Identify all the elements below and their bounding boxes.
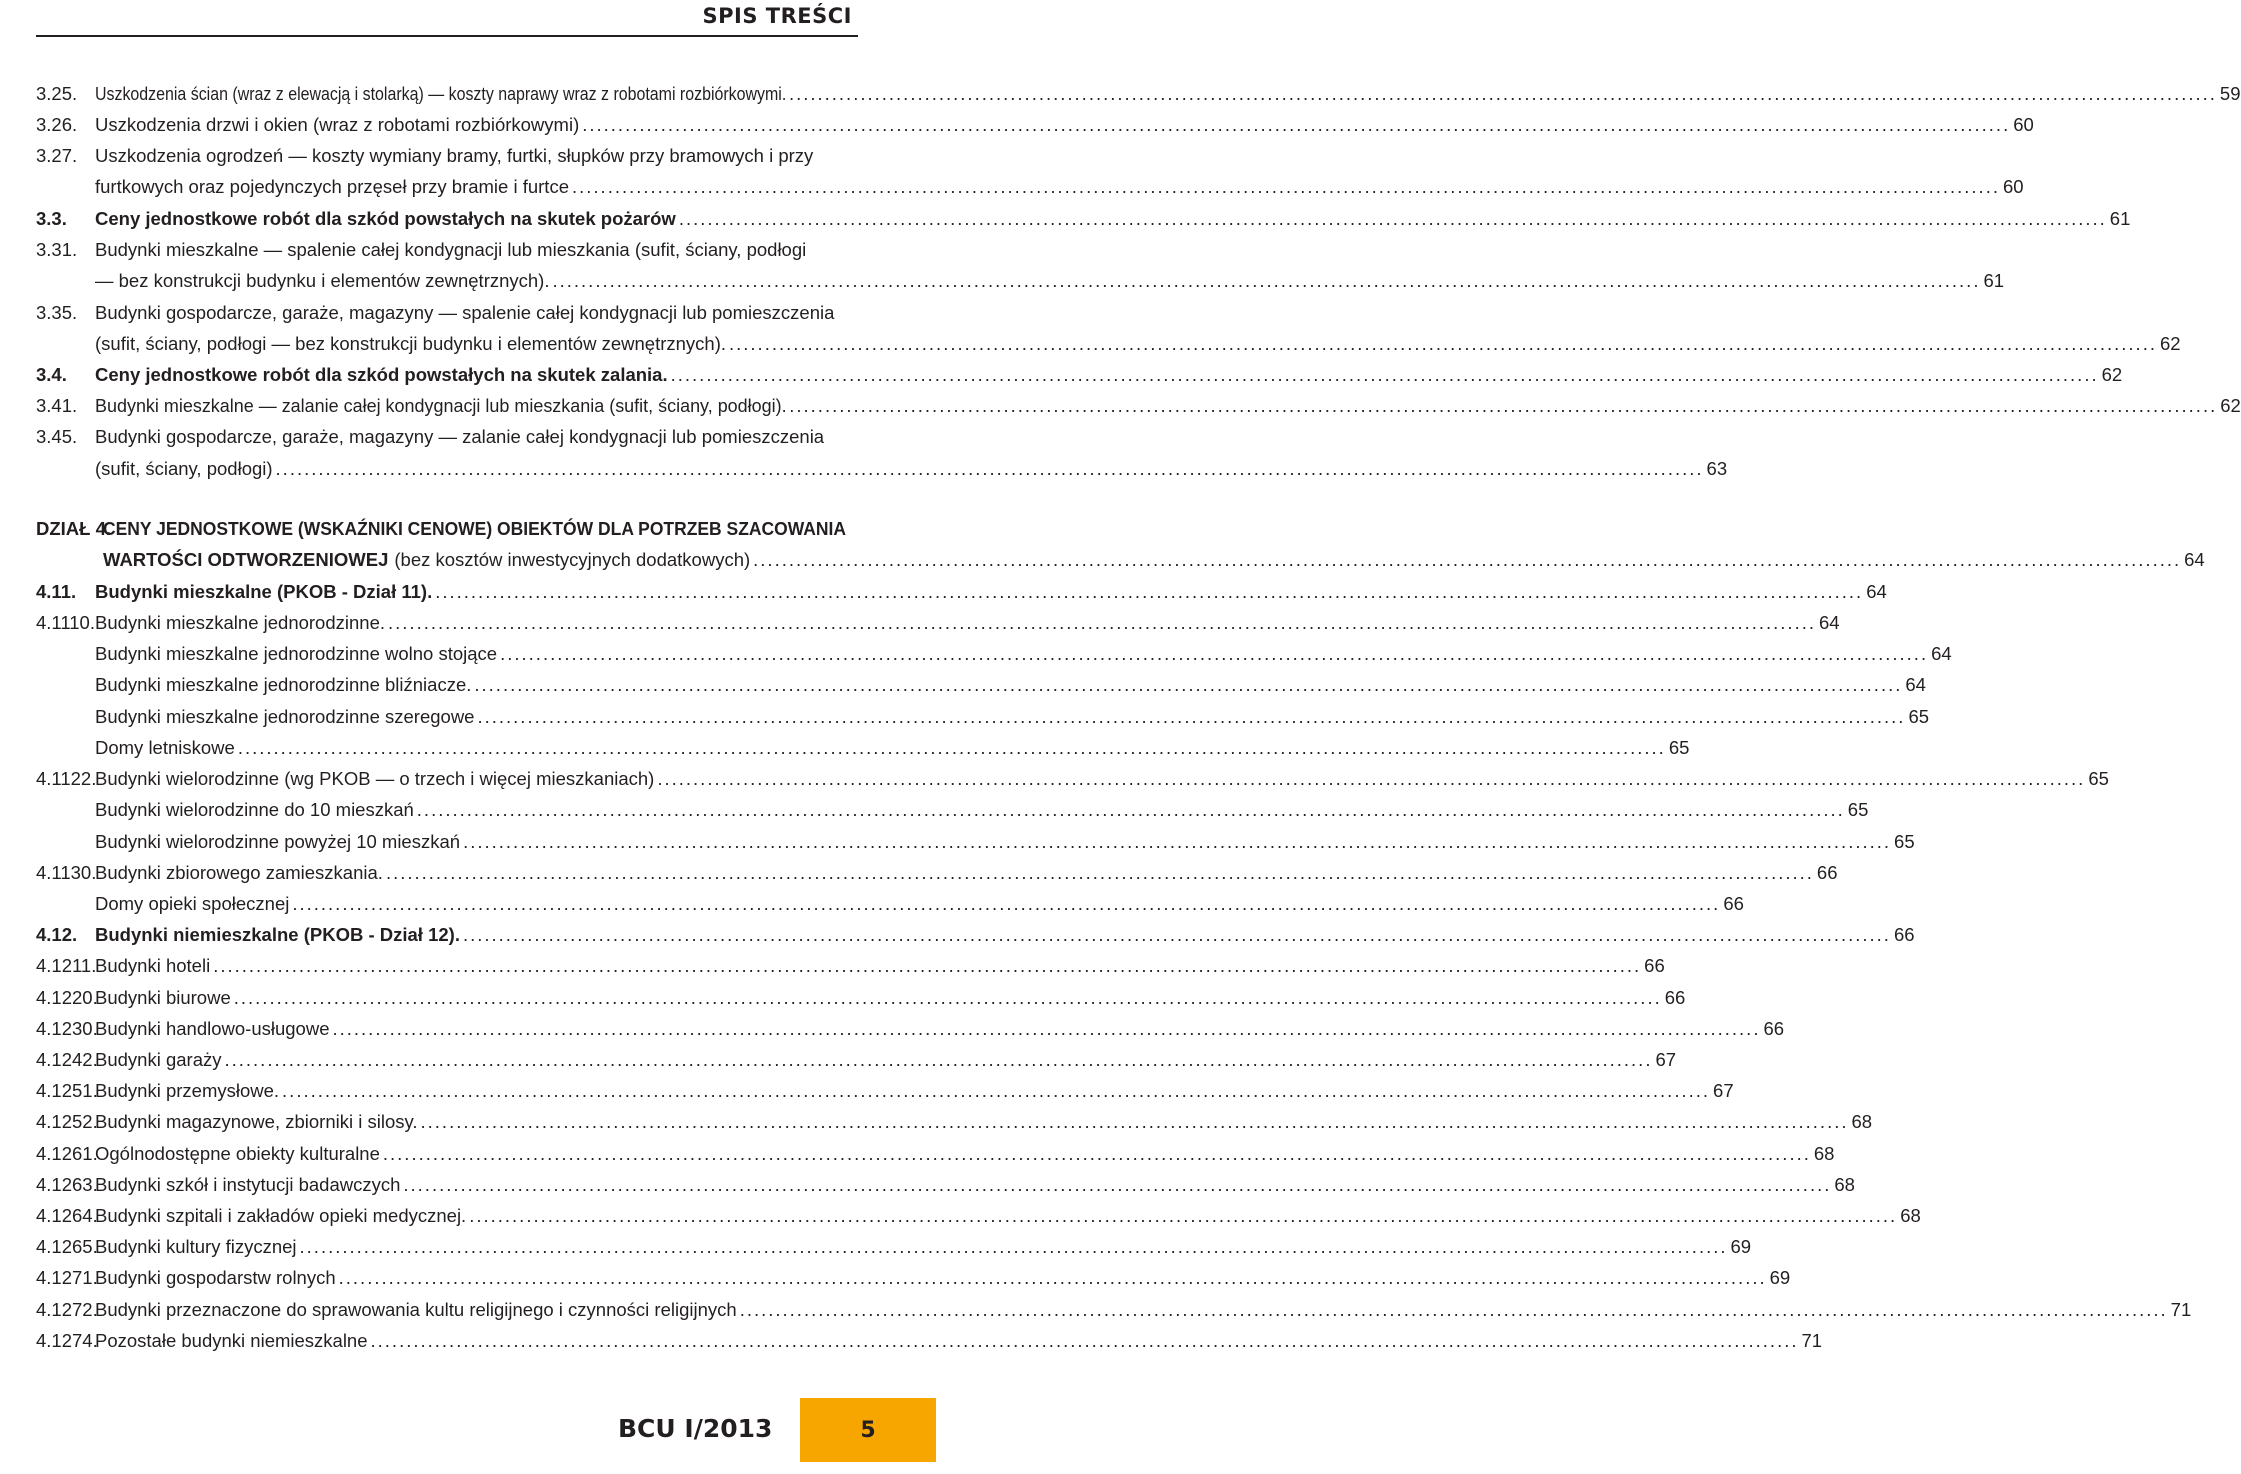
toc-entry-page: 68 (1900, 1205, 1921, 1226)
toc-entry[interactable] (0, 203, 2131, 231)
toc-entry-number: 3.3. (36, 208, 67, 229)
toc-entry-number: 4.1263. (36, 1174, 98, 1195)
toc-entry-title: Budynki szkół i instytucji badawczych (95, 1174, 401, 1195)
toc-entry-title: Uszkodzenia ścian (wraz z elewacją i stolarką) — koszty naprawy wraz z robotami rozbiórkowymi. (95, 83, 787, 104)
toc-entry-page: 66 (1816, 862, 1838, 883)
dot-leader: ........................................................................................................................................................................................................ (388, 612, 1816, 633)
toc-entry-page: 65 (1908, 706, 1930, 727)
dot-leader: ........................................................................................................................................................................................................ (582, 114, 2011, 135)
toc-entry-title: Uszkodzenia drzwi i okien (wraz z robotami rozbiórkowymi) (95, 114, 580, 135)
toc-entry[interactable] (0, 576, 1887, 604)
toc-entry[interactable] (0, 513, 846, 541)
toc-entry-title: Pozostałe budynki niemieszkalne (95, 1330, 368, 1351)
toc-entry-number: 3.41. (36, 395, 78, 416)
toc-entry-title: Budynki przemysłowe. (95, 1080, 280, 1101)
toc-entry-page: 64 (1866, 581, 1887, 602)
toc-entry-page: 66 (1763, 1018, 1785, 1039)
toc-entry-number: 4.1264. (36, 1205, 98, 1226)
dot-leader: ........................................................................................................................................................................................................ (370, 1330, 1799, 1351)
page-number-box (800, 1398, 936, 1462)
dot-leader: ........................................................................................................................................................................................................ (500, 643, 1929, 664)
toc-entry[interactable] (0, 638, 1952, 666)
toc-entry-number: 4.1272. (36, 1299, 98, 1320)
toc-entry-page: 66 (1664, 987, 1686, 1008)
dot-leader: ........................................................................................................................................................................................................ (739, 1299, 2168, 1320)
toc-entry-number: 4.1242. (36, 1049, 98, 1070)
toc-entry-title: Budynki mieszkalne jednorodzinne wolno stojące (95, 643, 498, 664)
toc-entry[interactable] (0, 359, 2123, 387)
toc-entry[interactable] (0, 1325, 1823, 1353)
toc-entry[interactable] (0, 234, 846, 262)
dot-leader: ........................................................................................................................................................................................................ (657, 768, 2086, 789)
toc-entry-subtitle: (bez kosztów inwestycyjnych dodatkowych) (394, 549, 751, 570)
toc-entry-page: 65 (2088, 768, 2109, 789)
dot-leader: ........................................................................................................................................................................................................ (477, 706, 1906, 727)
dot-leader: ........................................................................................................................................................................................................ (338, 1267, 1767, 1288)
publication-title: BCU I/2013 (618, 1414, 773, 1443)
dot-leader: ........................................................................................................................................................................................................ (462, 924, 1891, 945)
toc-entry-title: Budynki mieszkalne jednorodzinne szeregowe (95, 706, 475, 727)
toc-entry-title: Budynki hoteli (95, 955, 211, 976)
toc-entry-page: 62 (2101, 364, 2123, 385)
toc-entry-title: (sufit, ściany, podłogi — bez konstrukcji budynku i elementów zewnętrznych). (95, 333, 726, 354)
toc-entry[interactable] (0, 950, 1665, 978)
toc-entry-title: Budynki szpitali i zakładów opieki medycznej. (95, 1205, 467, 1226)
toc-entry-title: (sufit, ściany, podłogi) (95, 458, 273, 479)
dot-leader: ........................................................................................................................................................................................................ (275, 458, 1704, 479)
toc-entry[interactable] (0, 1138, 1835, 1166)
toc-entry-title: Ceny jednostkowe robót dla szkód powstałych na skutek pożarów (95, 208, 676, 229)
toc-entry[interactable] (0, 763, 2109, 791)
toc-entry-page: 59 (2219, 83, 2241, 104)
toc-entry-title: — bez konstrukcji budynku i elementów zewnętrznych). (95, 270, 550, 291)
toc-entry[interactable] (0, 171, 2024, 199)
toc-entry-page: 66 (1644, 955, 1665, 976)
toc-entry-title: Budynki wielorodzinne (wg PKOB — o trzech i więcej mieszkaniach) (95, 768, 655, 789)
toc-entry-number: 3.4. (36, 364, 67, 385)
toc-entry-number: 3.27. (36, 145, 78, 166)
toc-entry-page: 64 (1931, 643, 1952, 664)
toc-entry[interactable] (0, 390, 2241, 418)
toc-entry-page: 68 (1851, 1111, 1873, 1132)
toc-entry-number: 4.1211. (36, 955, 97, 976)
toc-entry-page: 66 (1723, 893, 1744, 914)
dot-leader: ........................................................................................................................................................................................................ (670, 364, 2099, 385)
toc-entry[interactable] (0, 857, 1838, 885)
toc-entry[interactable] (0, 1075, 1734, 1103)
toc-entry-title: Budynki zbiorowego zamieszkania. (95, 862, 383, 883)
toc-entry[interactable] (0, 109, 2034, 137)
toc-entry[interactable] (0, 607, 1840, 635)
toc-entry-title: Budynki mieszkalne jednorodzinne. (95, 612, 386, 633)
toc-entry-page: 60 (2013, 114, 2034, 135)
toc-entry-number: 4.1252. (36, 1111, 98, 1132)
dot-leader: ........................................................................................................................................................................................................ (213, 955, 1642, 976)
dot-leader: ........................................................................................................................................................................................................ (420, 1111, 1849, 1132)
toc-entry-number: 4.1265. (36, 1236, 98, 1257)
dot-leader: ........................................................................................................................................................................................................ (552, 270, 1981, 291)
toc-entry[interactable] (0, 140, 846, 168)
toc-entry[interactable] (0, 1200, 1921, 1228)
toc-entry-title: Budynki wielorodzinne do 10 mieszkań (95, 799, 414, 820)
dot-leader: ........................................................................................................................................................................................................ (463, 831, 1892, 852)
toc-entry-page: 64 (2184, 549, 2205, 570)
dot-leader: ........................................................................................................................................................................................................ (237, 737, 1666, 758)
toc-entry-page: 64 (1819, 612, 1840, 633)
toc-entry[interactable] (0, 1294, 2192, 1322)
toc-entry-title: Budynki kultury fizycznej (95, 1236, 297, 1257)
toc-entry-title: Ceny jednostkowe robót dla szkód powstałych na skutek zalania. (95, 364, 668, 385)
toc-entry-page: 65 (1668, 737, 1690, 758)
toc-entry-number: 4.1110. (36, 612, 95, 633)
toc-entry-title: Ogólnodostępne obiekty kulturalne (95, 1143, 380, 1164)
toc-entry-page: 68 (1813, 1143, 1835, 1164)
page-number: 5 (860, 1417, 876, 1443)
dot-leader: ........................................................................................................................................................................................................ (678, 208, 2107, 229)
toc-entry-title: Budynki magazynowe, zbiorniki i silosy. (95, 1111, 418, 1132)
toc-entry-title: Budynki wielorodzinne powyżej 10 mieszkań (95, 831, 461, 852)
toc-entry-page: 61 (2109, 208, 2131, 229)
toc-entry-number: 3.25. (36, 83, 78, 104)
toc-entry[interactable] (0, 265, 2005, 293)
dot-leader: ........................................................................................................................................................................................................ (224, 1049, 1653, 1070)
toc-entry-page: 62 (2159, 333, 2181, 354)
dot-leader: ........................................................................................................................................................................................................ (474, 674, 1903, 695)
toc-entry[interactable] (0, 1106, 1873, 1134)
toc-entry-page: 67 (1713, 1080, 1734, 1101)
dot-leader: ........................................................................................................................................................................................................ (435, 581, 1864, 602)
toc-entry-number: 4.1230. (36, 1018, 98, 1039)
toc-entry-number: 4.1271. (36, 1267, 98, 1288)
toc-entry[interactable] (0, 544, 2205, 572)
toc-entry-number: 4.1130. (36, 862, 97, 883)
toc-entry[interactable] (0, 78, 2241, 106)
toc-entry-title: Budynki mieszkalne — zalanie całej kondygnacji lub mieszkania (sufit, ściany, podłogi). (95, 395, 787, 416)
toc-entry[interactable] (0, 701, 1930, 729)
dot-leader: ........................................................................................................................................................................................................ (282, 1080, 1711, 1101)
dot-leader: ........................................................................................................................................................................................................ (729, 333, 2157, 354)
toc-entry[interactable] (0, 297, 846, 325)
toc-entry[interactable] (0, 1169, 1855, 1197)
toc-entry-title: furtkowych oraz pojedynczych przęseł przy bramie i furtce (95, 176, 569, 197)
toc-entry-page: 68 (1834, 1174, 1855, 1195)
dot-leader: ........................................................................................................................................................................................................ (572, 176, 2000, 197)
toc-entry[interactable] (0, 421, 846, 449)
toc-entry[interactable] (0, 919, 1915, 947)
toc-entry-number: 4.12. (36, 924, 78, 945)
dot-leader: ........................................................................................................................................................................................................ (299, 1236, 1728, 1257)
toc-entry[interactable] (0, 1044, 1677, 1072)
toc-entry-page: 71 (2170, 1299, 2192, 1320)
header-divider (36, 35, 858, 37)
dot-leader: ........................................................................................................................................................................................................ (416, 799, 1845, 820)
dot-leader: ........................................................................................................................................................................................................ (332, 1018, 1761, 1039)
toc-entry-title: Budynki biurowe (95, 987, 231, 1008)
toc-entry[interactable] (0, 888, 1744, 916)
toc-entry-number: 4.11. (36, 581, 77, 602)
toc-entry-title: WARTOŚCI ODTWORZENIOWEJ (103, 549, 389, 570)
toc-entry-page: 69 (1769, 1267, 1791, 1288)
dot-leader: ........................................................................................................................................................................................................ (789, 395, 2218, 416)
dot-leader: ........................................................................................................................................................................................................ (292, 893, 1721, 914)
toc-entry-number: DZIAŁ 4. (36, 518, 112, 539)
toc-entry[interactable] (0, 732, 1690, 760)
toc-entry-page: 67 (1655, 1049, 1677, 1070)
toc-entry-number: 3.31. (36, 239, 78, 260)
toc-entry-title: Budynki niemieszkalne (PKOB - Dział 12). (95, 924, 460, 945)
toc-entry-title: Budynki gospodarcze, garaże, magazyny — spalenie całej kondygnacji lub pomieszczenia (95, 302, 835, 323)
toc-entry[interactable] (0, 794, 1869, 822)
toc-entry[interactable] (0, 1262, 1791, 1290)
toc-entry-title: Budynki mieszkalne — spalenie całej kondygnacji lub mieszkania (sufit, ściany, podłogi (95, 239, 807, 260)
toc-entry-number: 3.35. (36, 302, 78, 323)
toc-entry-title: Budynki przeznaczone do sprawowania kultu religijnego i czynności religijnych (95, 1299, 737, 1320)
toc-entry-number: 3.45. (36, 426, 78, 447)
toc-entry[interactable] (0, 826, 1915, 854)
toc-entry[interactable] (0, 1013, 1785, 1041)
toc-entry-title: Budynki handlowo-usługowe (95, 1018, 330, 1039)
toc-entry-number: 4.1122. (36, 768, 97, 789)
dot-leader: ........................................................................................................................................................................................................ (233, 987, 1662, 1008)
toc-entry-title: Budynki mieszkalne (PKOB - Dział 11). (95, 581, 433, 602)
toc-entry-page: 69 (1730, 1236, 1752, 1257)
dot-leader: ........................................................................................................................................................................................................ (382, 1143, 1811, 1164)
toc-entry-page: 64 (1905, 674, 1926, 695)
dot-leader: ........................................................................................................................................................................................................ (385, 862, 1814, 883)
toc-entry-title: Budynki mieszkalne jednorodzinne bliźniacze. (95, 674, 472, 695)
toc-entry-page: 65 (1894, 831, 1915, 852)
toc-entry-page: 65 (1847, 799, 1869, 820)
section-title: SPIS TREŚCI (702, 4, 852, 28)
toc-entry[interactable] (0, 982, 1686, 1010)
toc-entry-page: 62 (2220, 395, 2241, 416)
toc-entry-page: 63 (1706, 458, 1728, 479)
toc-entry-number: 4.1251. (36, 1080, 98, 1101)
toc-entry-number: 4.1274. (36, 1330, 98, 1351)
toc-entry-page: 71 (1801, 1330, 1823, 1351)
toc-entry[interactable] (0, 328, 2181, 356)
toc-entry-title: Budynki garaży (95, 1049, 222, 1070)
toc-entry-page: 61 (1983, 270, 2005, 291)
toc-entry-title: Budynki gospodarstw rolnych (95, 1267, 336, 1288)
dot-leader: ........................................................................................................................................................................................................ (469, 1205, 1898, 1226)
toc-entry-number: 4.1220. (36, 987, 98, 1008)
toc-entry-title: CENY JEDNOSTKOWE (WSKAŹNIKI CENOWE) OBIEKTÓW DLA POTRZEB SZACOWANIA (103, 518, 847, 539)
dot-leader: ........................................................................................................................................................................................................ (753, 549, 2182, 570)
toc-entry-number: 3.26. (36, 114, 78, 135)
dot-leader: ........................................................................................................................................................................................................ (403, 1174, 1832, 1195)
toc-entry[interactable] (0, 453, 1728, 481)
toc-entry-title: Domy letniskowe (95, 737, 235, 758)
toc-entry-title: Budynki gospodarcze, garaże, magazyny — zalanie całej kondygnacji lub pomieszczenia (95, 426, 825, 447)
toc-entry-number: 4.1261. (36, 1143, 98, 1164)
toc-entry-title: Uszkodzenia ogrodzeń — koszty wymiany bramy, furtki, słupków przy bramowych i przy (95, 145, 814, 166)
toc-entry[interactable] (0, 669, 1926, 697)
toc-entry-title: Domy opieki społecznej (95, 893, 290, 914)
toc-entry-page: 60 (2002, 176, 2024, 197)
toc-entry[interactable] (0, 1231, 1752, 1259)
dot-leader: ........................................................................................................................................................................................................ (788, 83, 2217, 104)
toc-entry-page: 66 (1893, 924, 1915, 945)
